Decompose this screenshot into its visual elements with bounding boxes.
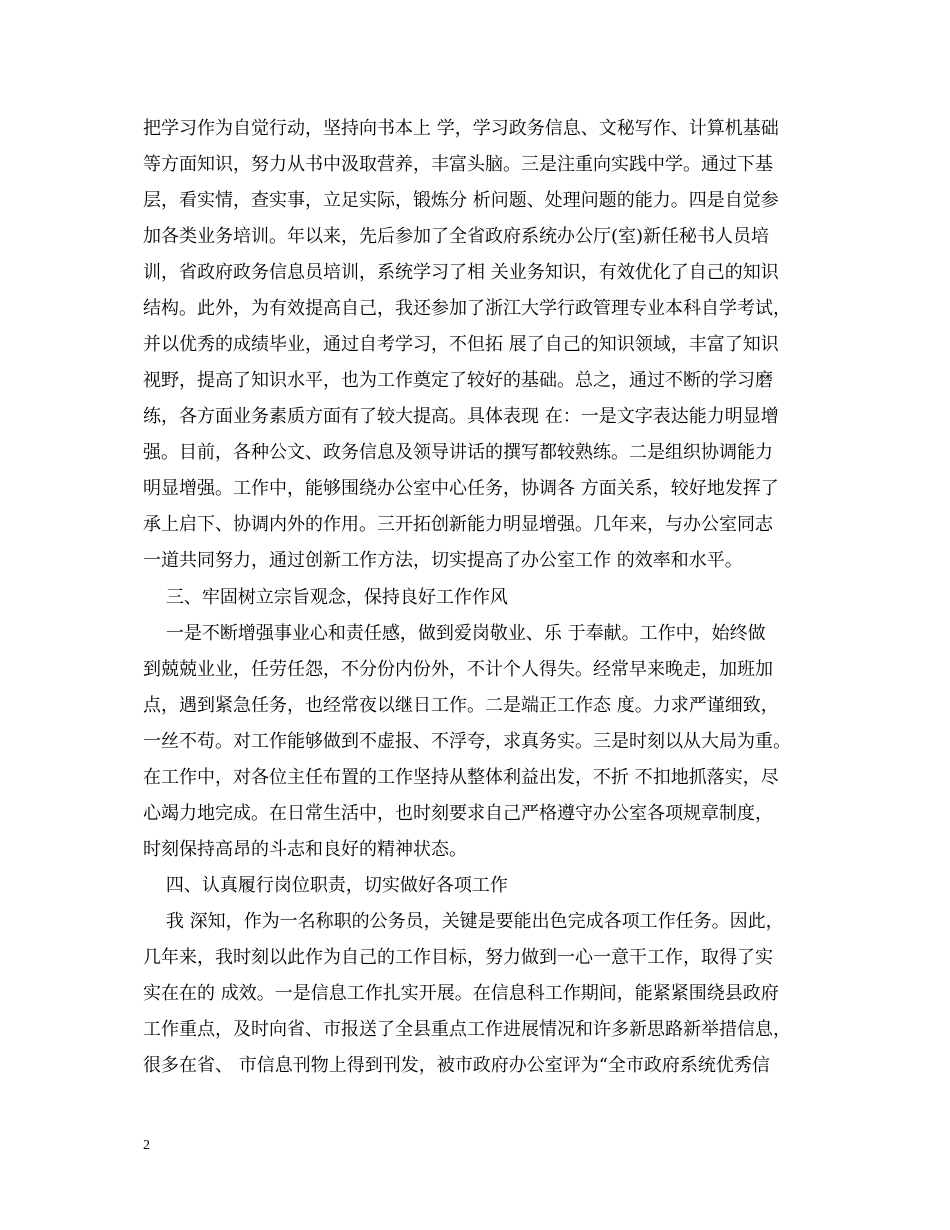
text-line: 等方面知识，努力从书中汲取营养，丰富头脑。三是注重向实践中学。通过下基 [143,154,773,175]
text-line: 时刻保持高昂的斗志和良好的精神状态。 [143,839,467,860]
text-line: 几年来，我时刻以此作为自己的工作目标，努力做到一心一意干工作，取得了实 [143,947,773,968]
text-line: 点，遇到紧急任务，也经常夜以继日工作。二是端正工作态 度。力求严谨细致， [143,695,779,716]
page-number: 2 [143,1138,150,1153]
text-line: 视野，提高了知识水平，也为工作奠定了较好的基础。总之，通过不断的学习磨 [143,370,773,391]
text-line: 加各类业务培训。年以来，先后参加了全省政府系统办公厅(室)新任秘书人员培 [143,226,770,247]
text-line: 层，看实情，查实事，立足实际，锻炼分 析问题、处理问题的能力。四是自觉参 [143,190,779,211]
text-line: 工作重点，及时向省、市报送了全县重点工作进展情况和许多新思路新举措信息， [143,1019,791,1040]
text-line: 把学习作为自觉行动，坚持向书本上 学，学习政务信息、文秘写作、计算机基础 [143,118,779,139]
text-line: 强。目前，各种公文、政务信息及领导讲话的撰写都较熟练。二是组织协调能力 [143,442,773,463]
text-line: 我 深知，作为一名称职的公务员，关键是要能出色完成各项工作任务。因此， [143,911,784,932]
text-line: 明显增强。工作中，能够围绕办公室中心任务，协调各 方面关系，较好地发挥了 [143,478,779,499]
text-line: 并以优秀的成绩毕业，通过自考学习，不但拓 展了自己的知识领域，丰富了知识 [143,334,779,355]
text-line: 一丝不苟。对工作能够做到不虚报、不浮夸，求真务实。三是时刻以从大局为重。 [143,731,791,752]
text-line: 一是不断增强事业心和责任感，做到爱岗敬业、乐 于奉献。工作中，始终做 [143,623,766,644]
text-line: 很多在省、 市信息刊物上得到刊发，被市政府办公室评为“全市政府系统优秀信 [143,1055,770,1076]
text-line: 心竭力地完成。在日常生活中，也时刻要求自己严格遵守办公室各项规章制度， [143,803,773,824]
text-line: 承上启下、协调内外的作用。三开拓创新能力明显增强。几年来，与办公室同志 [143,514,773,535]
section-heading: 三、牢固树立宗旨观念，保持良好工作作风 [143,587,508,608]
text-line: 训，省政府政务信息员培训，系统学习了相 关业务知识，有效优化了自己的知识 [143,262,779,283]
text-line: 练，各方面业务素质方面有了较大提高。具体表现 在：一是文字表达能力明显增 [143,406,779,427]
text-line: 到兢兢业业，任劳任怨，不分份内份外，不计个人得失。经常早来晚走，加班加 [143,659,773,680]
text-line: 结构。此外，为有效提高自己，我还参加了浙江大学行政管理专业本科自学考试， [143,298,791,319]
text-line: 实在在的 成效。一是信息工作扎实开展。在信息科工作期间，能紧紧围绕县政府 [143,983,779,1004]
text-line: 一道共同努力，通过创新工作方法，切实提高了办公室工作 的效率和水平。 [143,550,743,571]
text-line: 在工作中，对各位主任布置的工作坚持从整体利益出发，不折 不扣地抓落实，尽 [143,767,779,788]
section-heading: 四、认真履行岗位职责，切实做好各项工作 [143,875,508,896]
